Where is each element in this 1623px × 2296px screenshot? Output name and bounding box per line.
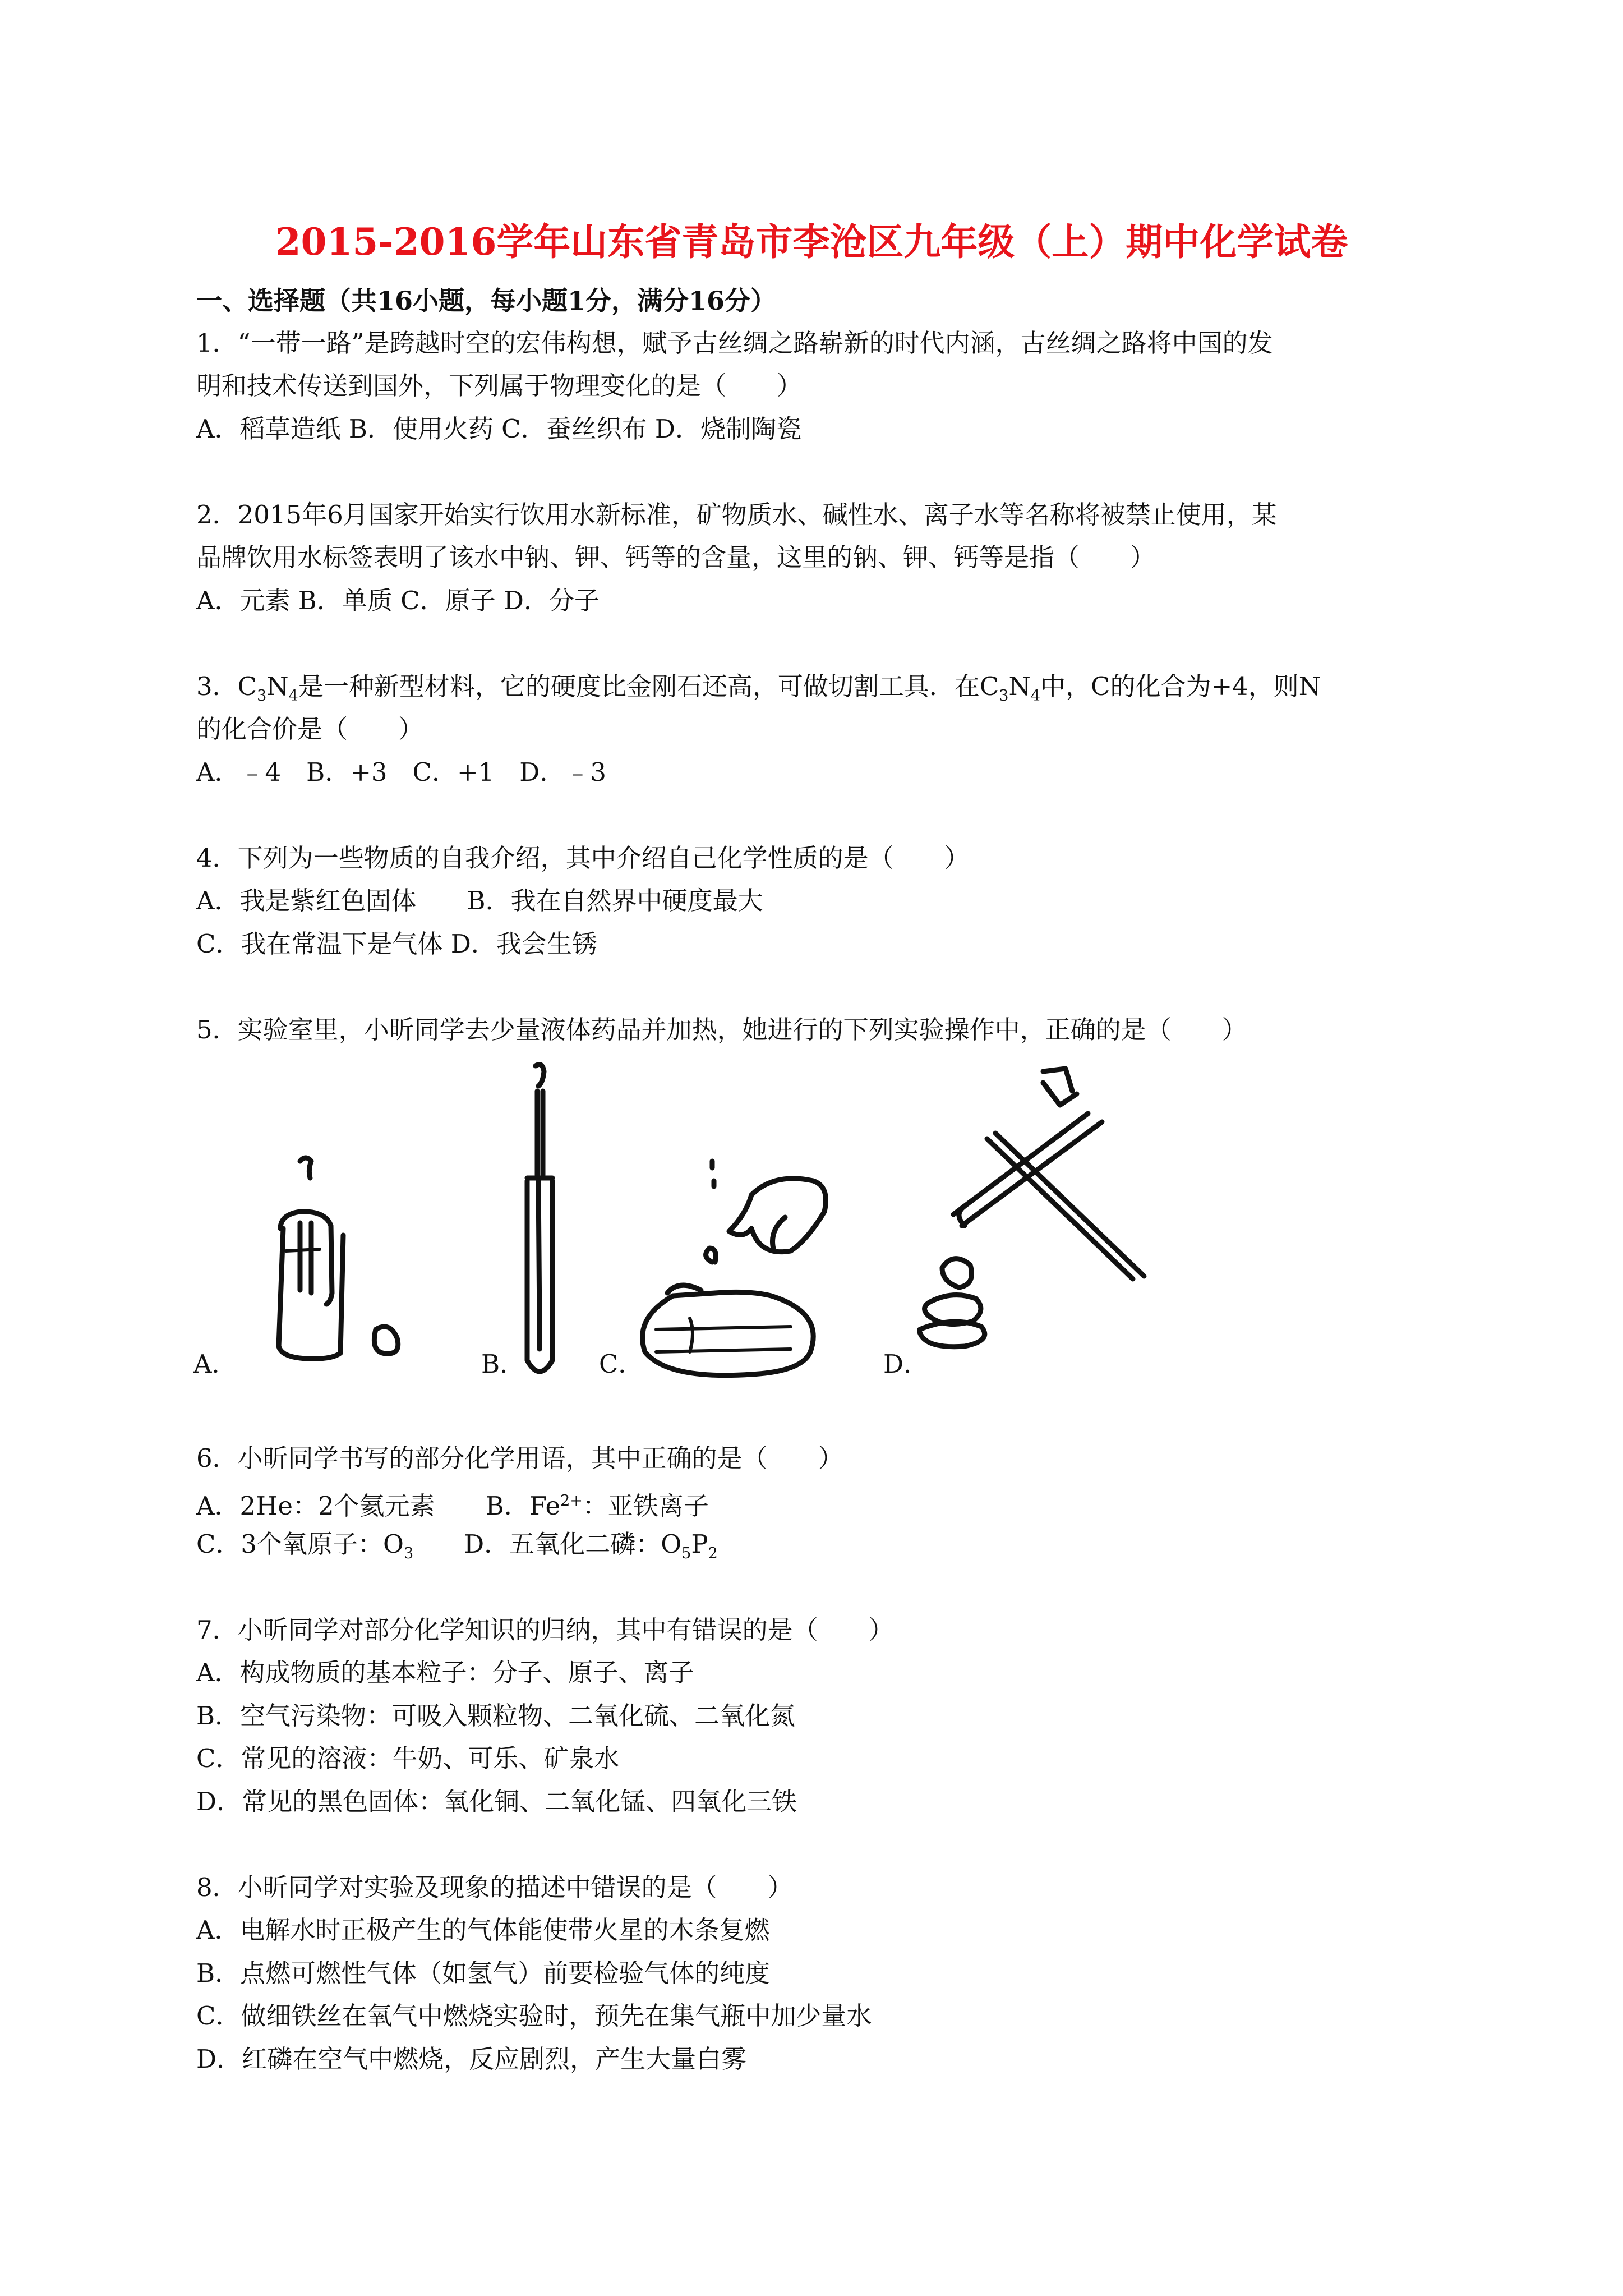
q3-formula-a: $C_3N_4$ <box>237 671 298 705</box>
q3-formula-b: $C_3N_4$ <box>979 671 1041 705</box>
reagent-bottle-drawing <box>258 1150 415 1374</box>
q1-line2: 明和技术传送到国外，下列属于物理变化的是（ ） <box>196 371 803 401</box>
q7-option-b: B．空气污染物：可吸入颗粒物、二氧化硫、二氧化氮 <box>196 1701 796 1731</box>
q6-line1: 6．小昕同学书写的部分化学用语，其中正确的是（ ） <box>196 1443 843 1473</box>
q1-line1: 1．“一带一路”是跨越时空的宏伟构想，赋予古丝绸之路崭新的时代内涵，古丝绸之路将中国的发 <box>196 328 1273 358</box>
exam-title: 2015-2016学年山东省青岛市李沧区九年级（上）期中化学试卷 <box>275 220 1348 264</box>
q7-option-a: A．构成物质的基本粒子：分子、原子、离子 <box>196 1658 694 1687</box>
q3-options: A．﹣4 B．+3 C．+1 D．﹣3 <box>196 757 607 787</box>
q7-line1: 7．小昕同学对部分化学知识的归纳，其中有错误的是（ ） <box>196 1615 894 1645</box>
q8-option-d: D．红磷在空气中燃烧，反应剧烈，产生大量白雾 <box>196 2044 747 2074</box>
dropper-tube-drawing <box>505 1060 572 1386</box>
q5-option-b: B． <box>481 1349 525 1379</box>
q5-option-a: A． <box>193 1349 237 1379</box>
q8-line1: 8．小昕同学对实验及现象的描述中错误的是（ ） <box>196 1872 793 1902</box>
q1-options: A．稻草造纸 B．使用火药 C．蚕丝织布 D．烧制陶瓷 <box>196 414 801 444</box>
q4-line1: 4．下列为一些物质的自我介绍，其中介绍自己化学性质的是（ ） <box>196 843 970 873</box>
q5-option-c: C． <box>599 1349 644 1379</box>
q8-option-c: C．做细铁丝在氧气中燃烧实验时，预先在集气瓶中加少量水 <box>196 2001 872 2031</box>
q7-option-d: D．常见的黑色固体：氧化铜、二氧化锰、四氧化三铁 <box>196 1787 797 1816</box>
q3-line1 <box>196 670 1321 713</box>
q6-options-row1: A．2He：2个氦元素 B．$Fe^{2+}$：亚铁离子 <box>196 1491 709 1521</box>
q5-line1: 5．实验室里，小昕同学去少量液体药品并加热，她进行的下列实验操作中，正确的是（ ） <box>196 1015 1247 1045</box>
heating-tube-drawing <box>909 1060 1206 1374</box>
q4-options-row1: A．我是紫红色固体 B．我在自然界中硬度最大 <box>196 886 763 915</box>
q3-line2: 的化合价是（ ） <box>196 714 424 744</box>
q2-line1: 2．2015年6月国家开始实行饮用水新标准，矿物质水、碱性水、离子水等名称将被禁止使用，某 <box>196 500 1277 530</box>
q4-options-row2: C．我在常温下是气体 D．我会生锈 <box>196 929 597 959</box>
q3-text-b: 中，C的化合为+4，则N <box>1040 671 1321 701</box>
q6-options-row2: C．3个氧原子：$O_3$ D．五氧化二磷：$O_5P_2$ <box>196 1529 718 1562</box>
section-heading: 一、选择题（共16小题，每小题1分，满分16分） <box>196 286 777 316</box>
q2-options: A．元素 B．单质 C．原子 D．分子 <box>196 586 600 615</box>
q3-text-a: 是一种新型材料，它的硬度比金刚石还高，可做切割工具．在 <box>298 671 980 701</box>
q7-option-c: C．常见的溶液：牛奶、可乐、矿泉水 <box>196 1743 620 1773</box>
alcohol-lamp-drawing <box>634 1150 875 1386</box>
q8-option-a: A．电解水时正极产生的气体能使带火星的木条复燃 <box>196 1915 770 1945</box>
q3-number: 3． <box>196 671 238 701</box>
q5-option-d: D． <box>883 1349 929 1379</box>
q2-line2: 品牌饮用水标签表明了该水中钠、钾、钙等的含量，这里的钠、钾、钙等是指（ ） <box>196 542 1156 572</box>
q8-option-b: B．点燃可燃性气体（如氢气）前要检验气体的纯度 <box>196 1958 771 1988</box>
